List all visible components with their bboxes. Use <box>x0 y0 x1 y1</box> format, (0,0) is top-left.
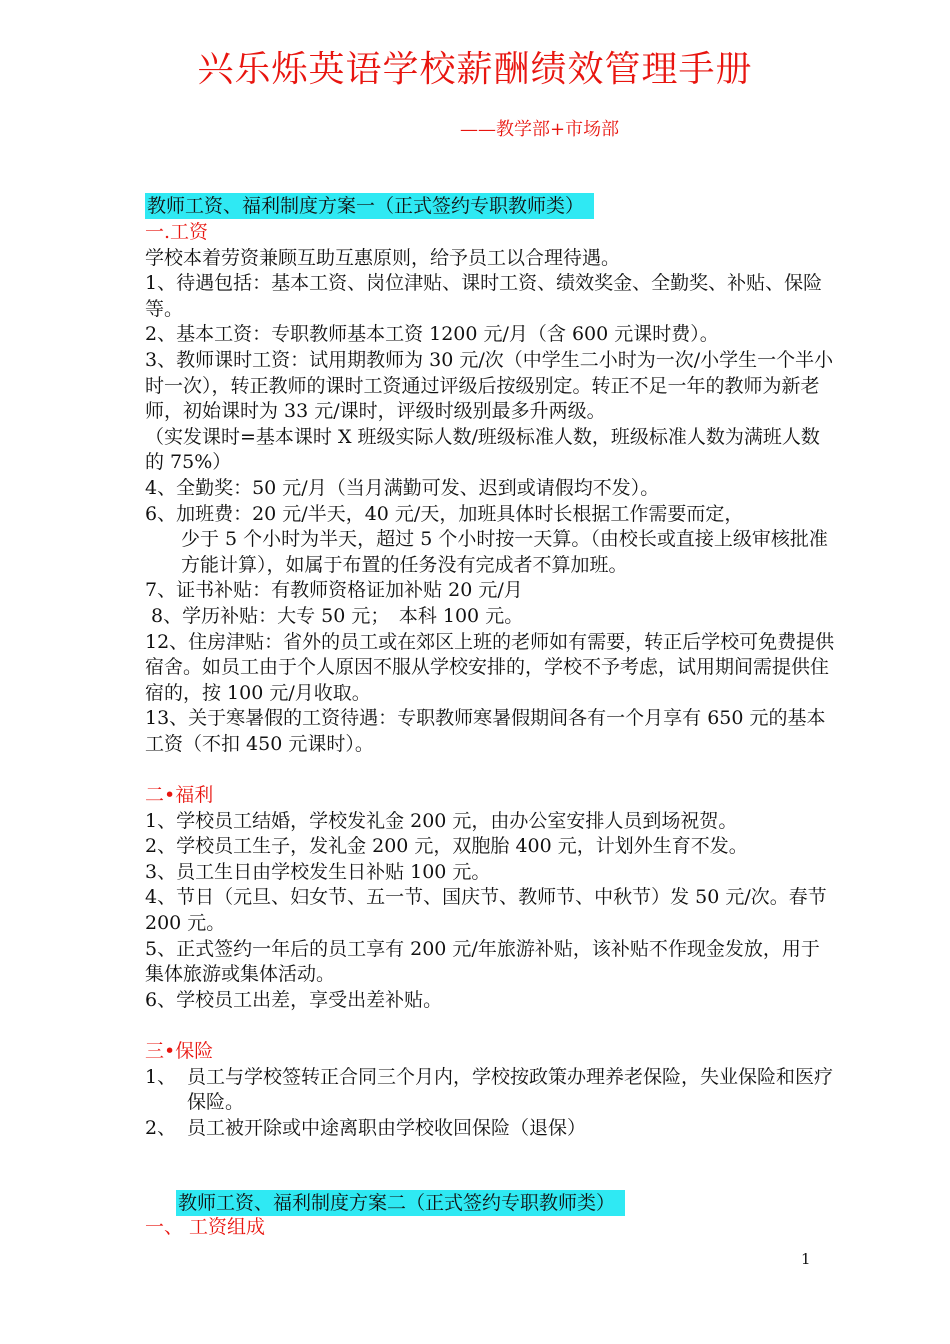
list-item: 6、学校员工出差，享受出差补贴。 <box>145 988 443 1011</box>
list-item <box>145 1065 835 1116</box>
plan2-heading: 教师工资、福利制度方案二（正式签约专职教师类） <box>176 1190 625 1216</box>
section1-title: 一.工资 <box>145 221 209 243</box>
section3-title: 三•保险 <box>145 1040 214 1062</box>
paragraph: 2、基本工资：专职教师基本工资 1200 元/月（含 600 元课时费）。 <box>145 323 719 346</box>
paragraph: 学校本着劳资兼顾互助互惠原则，给予员工以合理待遇。 <box>145 246 621 269</box>
list-text: 员工与学校签转正合同三个月内，学校按政策办理养老保险，失业保险和医疗保险。 <box>187 1065 834 1114</box>
list-item: 1、学校员工结婚，学校发礼金 200 元，由办公室安排人员到场祝贺。 <box>145 809 738 832</box>
paragraph: 4、全勤奖：50 元/月（当月满勤可发、迟到或请假均不发）。 <box>145 476 660 499</box>
list-number: 1、 <box>145 1065 177 1088</box>
list-item: 2、学校员工生子，发礼金 200 元，双胞胎 400 元，计划外生育不发。 <box>145 835 748 858</box>
document-body <box>145 220 835 1141</box>
list-number: 2、 <box>145 1116 177 1139</box>
list-item: 4、节日（元旦、妇女节、五一节、国庆节、教师节、中秋节）发 50 元/次。春节 200 元。 <box>145 886 827 935</box>
paragraph: 6、加班费：20 元/半天，40 元/天，加班具体时长根据工作需要而定， <box>145 502 744 525</box>
paragraph: 3、教师课时工资：试用期教师为 30 元/次（中学生二小时为一次/小学生一个半小时一次），转正教师的课时工资通过评级后按级别定。转正不足一年的教师为新老师，初始课时为 33 元/课时，评级时级别最多升两级。 <box>145 348 834 423</box>
section2-title: 二•福利 <box>145 784 214 807</box>
paragraph: 少于 5 个小时为半天，超过 5 个小时按一天算。（由校长或直接上级审核批准方能计算），如属于布置的任务没有完成者不算加班。 <box>181 528 828 576</box>
plan1-heading: 教师工资、福利制度方案一（正式签约专职教师类） <box>145 193 594 219</box>
paragraph: （实发课时=基本课时 X 班级实际人数/班级标准人数，班级标准人数为满班人数的 75%） <box>145 425 820 474</box>
list-item <box>145 1116 835 1142</box>
list-item: 5、正式签约一年后的员工享有 200 元/年旅游补贴，该补贴不作现金发放，用于集体旅游或集体活动。 <box>145 937 820 986</box>
paragraph: 12、住房津贴：省外的员工或在郊区上班的老师如有需要，转正后学校可免费提供宿舍。如员工由于个人原因不服从学校安排的，学校不予考虑，试用期间需提供住宿的，按 100 元/月收取。 <box>145 630 835 704</box>
list-text: 员工被开除或中途离职由学校收回保险（退保） <box>187 1116 587 1139</box>
document-subtitle: ——教学部+市场部 <box>460 119 620 140</box>
document-title: 兴乐烁英语学校薪酬绩效管理手册 <box>197 49 753 90</box>
paragraph: 8、学历补贴：大专 50 元； 本科 100 元。 <box>151 604 524 627</box>
page-number: 1 <box>801 1250 811 1268</box>
list-item: 3、员工生日由学校发生日补贴 100 元。 <box>145 860 491 883</box>
paragraph: 7、证书补贴：有教师资格证加补贴 20 元/月 <box>145 579 523 602</box>
paragraph: 1、待遇包括：基本工资、岗位津贴、课时工资、绩效奖金、全勤奖、补贴、保险等。 <box>145 272 823 320</box>
paragraph: 13、关于寒暑假的工资待遇：专职教师寒暑假期间各有一个月享有 650 元的基本工资（不扣 450 元课时）。 <box>145 707 826 755</box>
plan2-section-title: 一、 工资组成 <box>145 1216 266 1238</box>
